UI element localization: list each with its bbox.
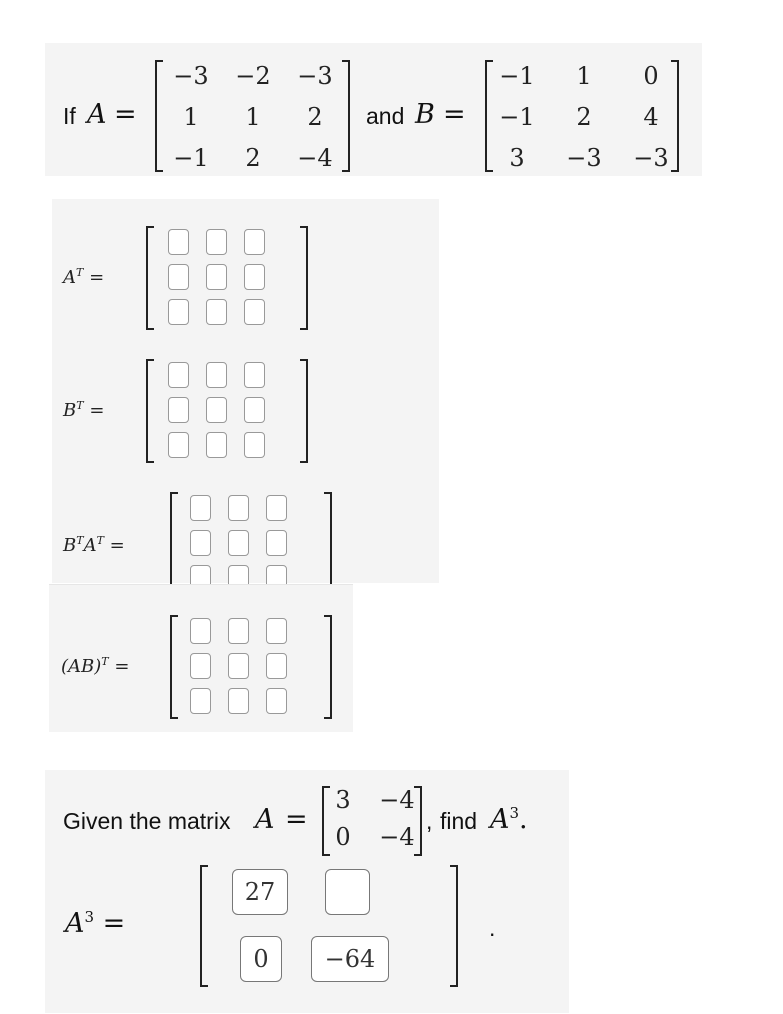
result-matrix (200, 865, 458, 987)
comma: , (426, 808, 433, 834)
matrix-b-cell: −3 (633, 144, 669, 172)
answer-cell-input[interactable] (206, 397, 227, 423)
matrix-a-2x2 (322, 786, 422, 856)
answer-cell-input[interactable] (244, 229, 265, 255)
answer-cell-input[interactable] (168, 397, 189, 423)
matrix-a-cell: −3 (173, 62, 209, 90)
a-transpose-label: $A^T$ = (63, 266, 105, 288)
matrix-a-cell: −2 (235, 62, 271, 90)
find-text: find (440, 808, 478, 834)
given-text: Given the matrix (63, 808, 231, 834)
matrix-b (485, 60, 679, 172)
bt-at-matrix (170, 492, 332, 596)
matrix-b-cell: 4 (643, 103, 659, 131)
find-expression: $A^3$. (490, 804, 528, 835)
b-transpose-label: $B^T$ = (63, 399, 105, 421)
answer-cell-input[interactable] (244, 264, 265, 290)
matrix-a-cell: −4 (379, 786, 415, 814)
matrix-a-cell: 0 (335, 823, 351, 851)
matrix-b-cell: −3 (566, 144, 602, 172)
matrix-a-cell: 1 (245, 103, 261, 131)
bt-at-label: $B^TA^T$ = (63, 534, 125, 556)
result-input-r1c1[interactable]: 27 (232, 869, 288, 915)
answer-cell-input[interactable] (190, 653, 211, 679)
matrix-b-cell: −1 (499, 103, 535, 131)
answer-cell-input[interactable] (244, 299, 265, 325)
answer-cell-input[interactable] (228, 530, 249, 556)
matrix-b-symbol: B (415, 99, 435, 130)
answer-cell-input[interactable] (228, 653, 249, 679)
matrix-a-symbol: A (87, 99, 107, 130)
answer-cell-input[interactable] (206, 362, 227, 388)
answer-cell-input[interactable] (168, 299, 189, 325)
ab-transpose-matrix (170, 615, 332, 719)
a-transpose-matrix (146, 226, 308, 330)
answer-cell-input[interactable] (244, 397, 265, 423)
answer-cell-input[interactable] (190, 618, 211, 644)
result-input-r2c2[interactable]: −64 (311, 936, 389, 982)
answer-cell-input[interactable] (266, 688, 287, 714)
answer-cell-input[interactable] (206, 432, 227, 458)
equals-sign: = (285, 804, 308, 835)
matrix-a-cell: 2 (307, 103, 323, 131)
answer-cell-input[interactable] (190, 495, 211, 521)
answer-cell-input[interactable] (228, 618, 249, 644)
answer-cell-input[interactable] (190, 688, 211, 714)
result-input-r1c2[interactable] (325, 869, 370, 915)
matrix-a-cell: 1 (183, 103, 199, 131)
matrix-a-cell: −3 (297, 62, 333, 90)
result-label: $A^3$ = (65, 908, 126, 939)
answer-cell-input[interactable] (244, 362, 265, 388)
matrix-b-cell: −1 (499, 62, 535, 90)
answer-cell-input[interactable] (244, 432, 265, 458)
matrix-a-cell: −4 (379, 823, 415, 851)
trailing-period: . (489, 915, 496, 941)
ab-transpose-label: (AB)$^T$ = (61, 655, 130, 677)
matrix-b-cell: 0 (643, 62, 659, 90)
matrix-a-cell: 2 (245, 144, 261, 172)
equals-sign: = (114, 99, 137, 130)
matrix-a-cell: 3 (335, 786, 351, 814)
b-transpose-matrix (146, 359, 308, 463)
and-text: and (366, 103, 405, 129)
answer-cell-input[interactable] (190, 530, 211, 556)
question-2-panel (45, 770, 569, 1013)
answer-cell-input[interactable] (168, 362, 189, 388)
matrix-b-cell: 3 (509, 144, 525, 172)
answer-cell-input[interactable] (206, 299, 227, 325)
result-input-r2c1[interactable]: 0 (240, 936, 282, 982)
answer-cell-input[interactable] (228, 495, 249, 521)
answer-cell-input[interactable] (168, 264, 189, 290)
matrix-a-cell: −1 (173, 144, 209, 172)
if-text: If (63, 103, 76, 129)
answer-cell-input[interactable] (168, 229, 189, 255)
answer-cell-input[interactable] (266, 653, 287, 679)
answer-cell-input[interactable] (168, 432, 189, 458)
equals-sign: = (443, 99, 466, 130)
answer-cell-input[interactable] (266, 530, 287, 556)
matrix-a-symbol: A (255, 804, 275, 835)
answer-cell-input[interactable] (206, 264, 227, 290)
answer-cell-input[interactable] (266, 618, 287, 644)
answer-cell-input[interactable] (206, 229, 227, 255)
matrix-b-cell: 2 (576, 103, 592, 131)
question-1-panel (45, 43, 702, 176)
answer-cell-input[interactable] (228, 688, 249, 714)
matrix-b-cell: 1 (576, 62, 592, 90)
matrix-a (155, 60, 350, 172)
matrix-a-cell: −4 (297, 144, 333, 172)
answer-cell-input[interactable] (266, 495, 287, 521)
